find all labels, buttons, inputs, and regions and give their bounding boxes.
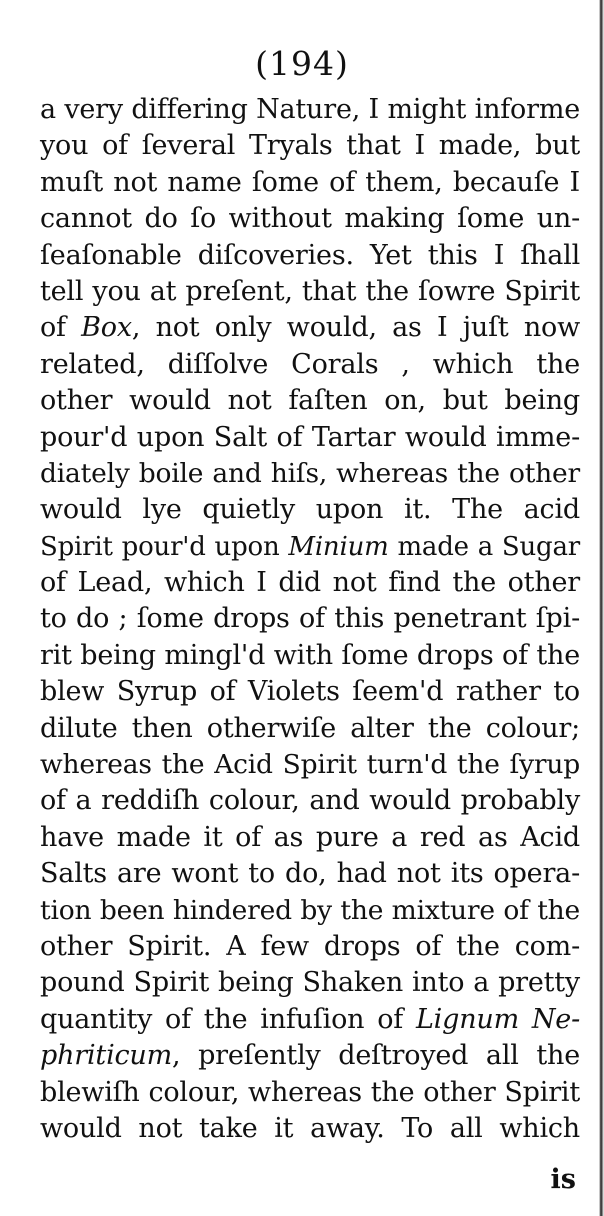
text-line: cannot do ſo without making ſome un- (40, 203, 580, 235)
text-line: tell you at preſent, that the ſowre Spirit (40, 275, 580, 307)
catchword: is (550, 1164, 576, 1195)
text-line: tion been hindered by the mixture of the (40, 894, 580, 926)
text-line: quantity of the infuſion of Lignum Ne- (40, 1003, 580, 1035)
text-line: dilute then otherwiſe alter the colour; (40, 712, 580, 744)
text-line: other Spirit. A few drops of the com- (40, 930, 580, 962)
text-line: to do ; ſome drops of this penetrant ſpi- (40, 603, 580, 635)
text-line: you of ſeveral Tryals that I made, but (40, 130, 580, 162)
text-line: have made it of as pure a red as Acid (40, 821, 580, 853)
text-line: rit being mingl'd with ſome drops of the (40, 639, 580, 671)
italic-word: Box (81, 312, 132, 344)
body-text (40, 92, 580, 1147)
italic-word: phriticum (40, 1040, 173, 1072)
text-line: of a reddiſh colour, and would probably (40, 785, 580, 817)
text-line: related, diſſolve Corals , which the (40, 348, 580, 380)
text-line: other would not faſten on, but being (40, 385, 580, 417)
text-line: ſeaſonable diſcoveries. Yet this I ſhall (40, 239, 580, 271)
text-line: would lye quietly upon it. The acid (40, 494, 580, 526)
text-line: pound Spirit being Shaken into a pretty (40, 967, 580, 999)
italic-word: Lignum Ne- (415, 1003, 580, 1035)
text-line: blewiſh colour, whereas the other Spirit (40, 1076, 580, 1108)
text-line: muſt not name ſome of them, becauſe I (40, 166, 580, 198)
text-line: blew Syrup of Violets ſeem'd rather to (40, 676, 580, 708)
italic-word: Minium (288, 531, 389, 562)
text-line: of Lead, which I did not find the other (40, 567, 580, 599)
text-line: Spirit pour'd upon Minium made a Sugar (40, 531, 580, 562)
text-line: pour'd upon Salt of Tartar would imme- (40, 421, 580, 453)
text-line: whereas the Acid Spirit turn'd the ſyrup (40, 749, 580, 781)
text-line: of Box, not only would, as I juſt now (40, 312, 580, 344)
page-edge-shadow (599, 0, 604, 1216)
text-line: diately boile and hiſs, whereas the other (40, 457, 580, 489)
text-line: a very differing Nature, I might informe (40, 94, 580, 125)
page-number: (194) (255, 44, 349, 83)
text-line: Salts are wont to do, had not its opera- (40, 858, 580, 890)
text-line: phriticum, preſently deſtroyed all the (40, 1040, 580, 1072)
text-line: would not take it away. To all which (40, 1112, 580, 1144)
